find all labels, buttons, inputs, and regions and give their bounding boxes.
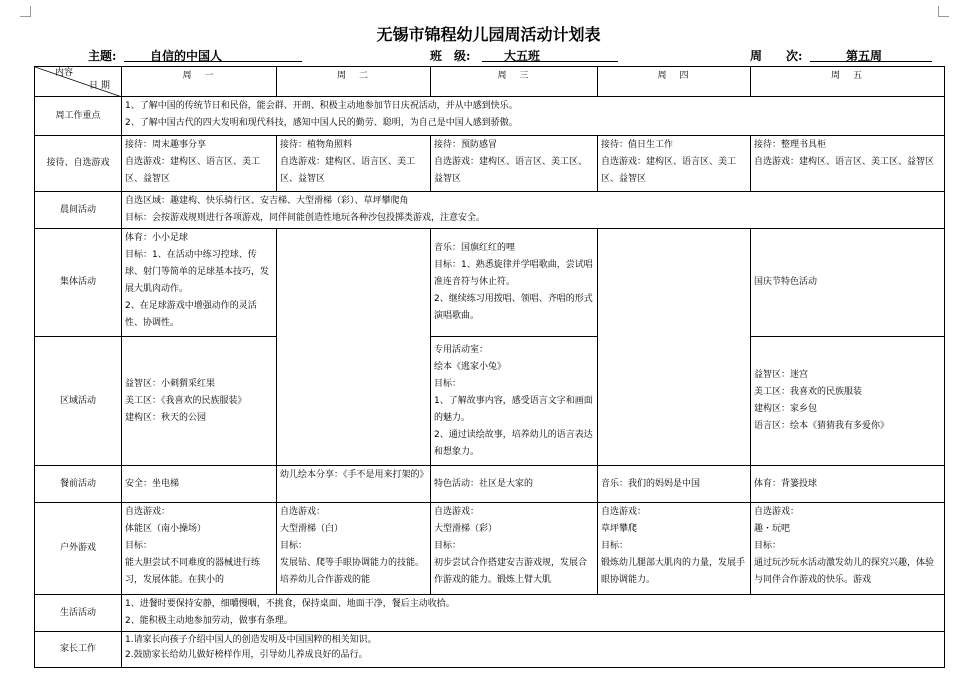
day-header-wed: 周 三 [431,67,598,97]
premeal-cell-tue: 幼儿绘本分享：《手不是用来打架的》 [277,466,431,503]
cell-line: 益智区：迷宫 [754,370,809,380]
row-label-reception: 接待、自选游戏 [35,136,122,192]
cell-line: 自选游戏：建构区、语言区、美工区、益智区 [280,157,416,184]
corner-date-label: 日 期 [89,81,110,91]
cell-line: 自选游戏：建构区、语言区、美工区、益智区 [601,157,737,184]
cell-line: 趣・玩吧 [754,524,791,534]
reception-cell-mon [122,136,277,192]
cell-line: 语言区：绘本《猜猜我有多爱你》 [754,421,890,431]
cell-line: 1、了解故事内容，感受语言文字和画面的魅力。 [434,395,593,423]
cell-line: 接待：周末趣事分享 [125,140,207,150]
table-row [35,97,945,136]
reception-cell-tue [277,136,431,192]
cell-line: 音乐：国旗红红的哩 [434,243,516,253]
class-value-field [482,47,618,65]
goals-line: 1、了解中国的传统节日和民俗，能会群、开朗、积极主动地参加节日庆祝活动，并从中感到快乐。 [125,101,518,111]
table-row [35,503,945,595]
row-label-living: 生活活动 [35,595,122,632]
outdoor-cell-mon [122,503,277,595]
row-label-outdoor: 户外游戏 [35,503,122,595]
cell-line: 锻炼幼儿腿部大肌肉的力量，发展手眼协调能力。 [601,558,746,585]
cell-line: 美工区：我喜欢的民族服装 [754,387,863,397]
cell-line: 自选游戏： [280,507,326,517]
row-label-goals: 周工作重点 [35,97,122,136]
cell-line: 自选游戏： [601,507,647,517]
cell-line: 自选游戏：建构区、语言区、美工区、益智区 [125,157,261,184]
premeal-cell-thu: 音乐：我们的妈妈是中国 [598,466,751,503]
day-header-fri: 周 五 [751,67,945,97]
outdoor-cell-wed [431,503,598,595]
page-corner-mark [938,6,949,17]
cell-line: 接待：预防感冒 [434,140,498,150]
corner-cell [35,67,122,97]
cell-line: 目标： [434,378,462,389]
group-area-cell-thu [598,229,751,466]
parents-line: 2.鼓励家长给幼儿做好榜样作用，引导幼儿养成良好的品行。 [125,650,368,660]
parents-cell [122,632,945,668]
page-corner-mark [20,6,31,17]
reception-cell-fri [751,136,945,192]
table-row [35,337,945,466]
row-label-parents: 家长工作 [35,632,122,668]
week-value: 第五周 [810,47,932,62]
table-row [35,632,945,668]
cell-line: 发展钻、爬等手眼协调能力的技能。培养幼儿合作游戏的能 [280,558,425,585]
group-cell-fri [751,229,945,337]
reception-cell-thu [598,136,751,192]
living-line: 2、能积极主动地参加劳动，做事有条理。 [125,616,293,626]
cell-line: 2、在足球游戏中增强动作的灵活性、协调性。 [125,301,257,328]
living-line: 1、进餐时要保持安静，细嚼慢咽，不挑食，保持桌面、地面干净，餐后主动收拾。 [125,599,455,609]
cell-line: 专用活动室： [434,344,489,355]
cell-line: 美工区：《我喜欢的民族服装》 [125,395,247,406]
goals-line: 2、了解中国古代的四大发明和现代科技，感知中国人民的勤劳、聪明，为自己是中国人感到骄傲。 [125,118,518,128]
group-cell-wed [431,229,598,337]
cell-line: 初步尝试合作搭建安吉游戏规，发展合作游戏的能力。锻炼上臂大肌 [434,558,588,585]
cell-line: 目标： [434,541,462,551]
cell-line: 目标： [601,541,629,551]
cell-line: 自选游戏： [125,507,171,517]
cell-line: 自选游戏： [754,507,800,517]
cell-line: 大型滑梯（彩） [434,524,498,534]
cell-line: 国庆节特色活动 [754,277,818,287]
row-label-area: 区域活动 [35,337,122,466]
area-cell-wed [431,337,598,466]
row-label-group: 集体活动 [35,229,122,337]
cell-line: 目标： [125,541,153,551]
cell-line: 目标：1、熟悉旋律并学唱歌曲，尝试唱准连音符与休止符。 [434,260,593,287]
day-header-mon: 周 一 [122,67,277,97]
premeal-cell-fri: 体育：背篓投球 [751,466,945,503]
theme-label: 主题: [88,49,117,63]
day-header-thu: 周 四 [598,67,751,97]
week-label: 周 次: [750,49,803,63]
corner-content-label: 内容 [55,68,74,78]
area-cell-mon [122,337,277,466]
cell-line: 2、继续练习用拨唱、领唱、齐唱的形式演唱歌曲。 [434,294,593,321]
table-row [35,229,945,337]
morning-line: 自选区域：趣建构、快乐骑行区、安吉梯、大型滑梯（彩）、草坪攀爬角 [125,196,409,206]
table-row [35,466,945,503]
area-cell-fri [751,337,945,466]
row-label-morning: 晨间活动 [35,192,122,229]
class-value: 大五班 [482,47,618,62]
table-row [35,595,945,632]
cell-line: 建构区：家乡包 [754,404,818,414]
cell-line: 能大胆尝试不同难度的器械进行练习，发展体能。在狭小的 [125,558,261,585]
cell-line: 自选游戏： [434,507,480,517]
document-title: 无锡市锦程幼儿园周活动计划表 [376,25,601,44]
cell-line: 体能区（南小操场） [125,524,207,534]
parents-line: 1.请家长向孩子介绍中国人的创造发明及中国国粹的相关知识。 [125,635,377,645]
reception-cell-wed [431,136,598,192]
cell-line: 益智区：小刺猬采红果 [125,378,216,389]
day-header-tue: 周 二 [277,67,431,97]
morning-cell [122,192,945,229]
theme-value-field [124,47,302,65]
outdoor-cell-fri [751,503,945,595]
morning-line: 目标：会按游戏规则进行各项游戏，同伴间能创造性地玩各种沙包投掷类游戏，注意安全。 [125,213,486,223]
week-value-field [810,47,932,65]
outdoor-cell-thu [598,503,751,595]
cell-line: 草坪攀爬 [601,524,638,534]
cell-line: 目标： [754,541,782,551]
cell-line: 自选游戏：建构区、语言区、美工区、益智区 [434,157,588,184]
cell-line: 通过玩沙玩水活动激发幼儿的探究兴趣，体验与同伴合作游戏的快乐。游戏 [754,558,935,585]
cell-line: 大型滑梯（白） [280,524,344,534]
cell-line: 目标：1、在活动中练习控球、传球、射门等简单的足球基本技巧，发展大肌肉动作。 [125,250,270,294]
theme-value: 自信的中国人 [124,47,302,62]
weekly-plan-table [34,66,945,668]
premeal-cell-wed: 特色活动：社区是大家的 [431,466,598,503]
cell-line: 建构区：秋天的公园 [125,412,207,423]
class-label: 班 级: [430,49,471,63]
goals-cell [122,97,945,136]
living-cell [122,595,945,632]
cell-line: 接待：整理书具柜 [754,140,827,150]
cell-line: 绘本《逃家小兔》 [434,361,507,372]
outdoor-cell-tue [277,503,431,595]
cell-line: 自选游戏：建构区、语言区、美工区、益智区 [754,157,935,167]
table-row [35,136,945,192]
table-row [35,192,945,229]
cell-line: 2、通过读绘故事，培养幼儿的语言表达和想象力。 [434,429,593,457]
row-label-premeal: 餐前活动 [35,466,122,503]
table-header-row [35,67,945,97]
group-area-cell-tue [277,229,431,466]
cell-line: 接待：植物角照料 [280,140,353,150]
group-cell-mon [122,229,277,337]
cell-line: 体育：小小足球 [125,233,189,243]
cell-line: 目标： [280,541,308,551]
cell-line: 接待：值日生工作 [601,140,674,150]
premeal-cell-mon: 安全：坐电梯 [122,466,277,503]
